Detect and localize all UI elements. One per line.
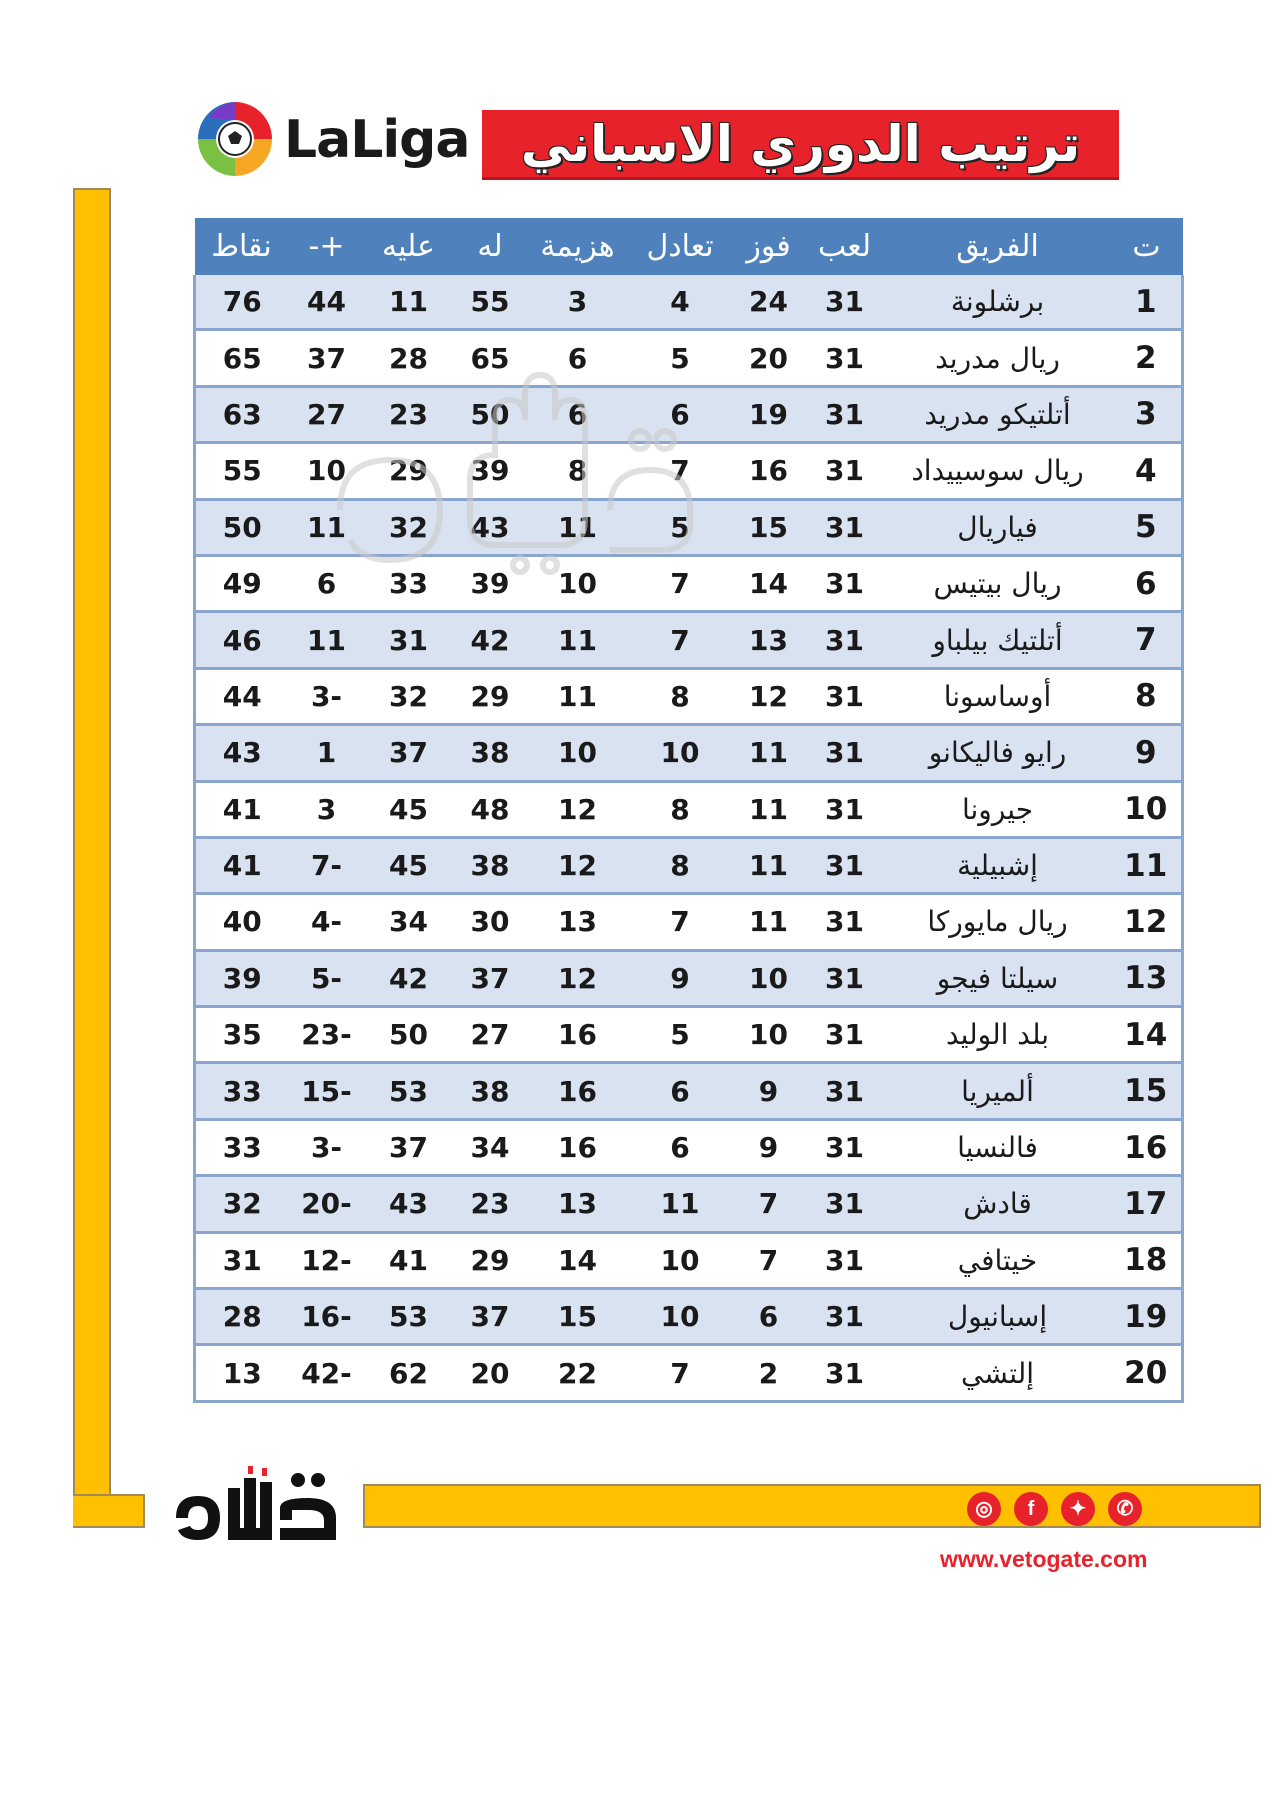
stat-cell: 42 xyxy=(365,950,453,1006)
team-name-cell: إسبانيول xyxy=(885,1289,1111,1345)
stat-cell: 11 xyxy=(528,612,628,668)
stat-cell: 28 xyxy=(195,1289,289,1345)
stat-cell: 4 xyxy=(628,275,733,330)
stat-cell: 7 xyxy=(628,612,733,668)
team-name-cell: فياريال xyxy=(885,499,1111,555)
stat-cell: 30 xyxy=(453,894,528,950)
stat-cell: 31 xyxy=(805,781,885,837)
stat-cell: 11 xyxy=(733,725,805,781)
stat-cell: 5 xyxy=(628,1007,733,1063)
rank-cell: 19 xyxy=(1111,1289,1183,1345)
stat-cell: 22 xyxy=(528,1345,628,1401)
stat-cell: 35 xyxy=(195,1007,289,1063)
stat-cell: 24 xyxy=(733,275,805,330)
stat-cell: 49 xyxy=(195,555,289,611)
stat-cell: 63 xyxy=(195,386,289,442)
rank-cell: 12 xyxy=(1111,894,1183,950)
team-name-cell: أتلتيك بيلباو xyxy=(885,612,1111,668)
rank-cell: 8 xyxy=(1111,668,1183,724)
stat-cell: 38 xyxy=(453,725,528,781)
stat-cell: 76 xyxy=(195,275,289,330)
frame-bottom-left-bar xyxy=(73,1494,145,1528)
stat-cell: 31 xyxy=(805,1232,885,1288)
stat-cell: 37 xyxy=(365,1119,453,1175)
stat-cell: 38 xyxy=(453,837,528,893)
rank-cell: 1 xyxy=(1111,275,1183,330)
stat-cell: 31 xyxy=(805,499,885,555)
team-name-cell: برشلونة xyxy=(885,275,1111,330)
stat-cell: 14 xyxy=(528,1232,628,1288)
stat-cell: 31 xyxy=(805,386,885,442)
stat-cell: 31 xyxy=(805,612,885,668)
stat-cell: 37 xyxy=(289,330,365,386)
table-row xyxy=(195,443,1183,499)
stat-cell: 39 xyxy=(453,443,528,499)
stat-cell: 34 xyxy=(365,894,453,950)
stat-cell: 13 xyxy=(195,1345,289,1401)
stat-cell: 10 xyxy=(628,725,733,781)
stat-cell: 65 xyxy=(195,330,289,386)
stat-cell: 6 xyxy=(628,386,733,442)
team-name-cell: قادش xyxy=(885,1176,1111,1232)
stat-cell: 13 xyxy=(528,1176,628,1232)
rank-cell: 3 xyxy=(1111,386,1183,442)
stat-cell: 27 xyxy=(453,1007,528,1063)
stat-cell: 55 xyxy=(195,443,289,499)
column-header: ت xyxy=(1111,218,1183,275)
stat-cell: 8 xyxy=(528,443,628,499)
stat-cell: 62 xyxy=(365,1345,453,1401)
stat-cell: 19 xyxy=(733,386,805,442)
stat-cell: 12 xyxy=(733,668,805,724)
table-header-row xyxy=(195,218,1183,275)
team-name-cell: جيرونا xyxy=(885,781,1111,837)
stat-cell: 7 xyxy=(733,1176,805,1232)
facebook-icon[interactable]: f xyxy=(1014,1492,1048,1526)
rank-cell: 5 xyxy=(1111,499,1183,555)
table-row xyxy=(195,499,1183,555)
rank-cell: 2 xyxy=(1111,330,1183,386)
stat-cell: 43 xyxy=(453,499,528,555)
table-row xyxy=(195,781,1183,837)
stat-cell: 27 xyxy=(289,386,365,442)
laliga-ball-icon xyxy=(194,98,276,180)
stat-cell: 20 xyxy=(453,1345,528,1401)
stat-cell: 14 xyxy=(733,555,805,611)
team-name-cell: أتلتيكو مدريد xyxy=(885,386,1111,442)
table-row xyxy=(195,555,1183,611)
table-row xyxy=(195,330,1183,386)
stat-cell: 43 xyxy=(195,725,289,781)
stat-cell: 53 xyxy=(365,1063,453,1119)
stat-cell: -3 xyxy=(289,668,365,724)
stat-cell: 7 xyxy=(628,1345,733,1401)
stat-cell: -15 xyxy=(289,1063,365,1119)
column-header: له xyxy=(453,218,528,275)
column-header: عليه xyxy=(365,218,453,275)
stat-cell: 50 xyxy=(195,499,289,555)
stat-cell: 31 xyxy=(805,1176,885,1232)
stat-cell: -42 xyxy=(289,1345,365,1401)
stat-cell: 44 xyxy=(289,275,365,330)
table-row xyxy=(195,1345,1183,1401)
stat-cell: 23 xyxy=(453,1176,528,1232)
stat-cell: 7 xyxy=(628,555,733,611)
stat-cell: 31 xyxy=(805,1345,885,1401)
stat-cell: 32 xyxy=(365,499,453,555)
stat-cell: 50 xyxy=(365,1007,453,1063)
column-header: فوز xyxy=(733,218,805,275)
stat-cell: 5 xyxy=(628,330,733,386)
rank-cell: 13 xyxy=(1111,950,1183,1006)
table-row xyxy=(195,894,1183,950)
frame-left-bar xyxy=(73,188,111,1528)
table-row xyxy=(195,1007,1183,1063)
table-row xyxy=(195,725,1183,781)
stat-cell: 9 xyxy=(733,1119,805,1175)
team-name-cell: إلتشي xyxy=(885,1345,1111,1401)
team-name-cell: ريال مدريد xyxy=(885,330,1111,386)
column-header: هزيمة xyxy=(528,218,628,275)
site-url[interactable]: www.vetogate.com xyxy=(940,1546,1148,1572)
title-banner xyxy=(482,110,1119,180)
stat-cell: -12 xyxy=(289,1232,365,1288)
veto-logo xyxy=(168,1458,348,1558)
stat-cell: -4 xyxy=(289,894,365,950)
team-name-cell: ريال سوسييداد xyxy=(885,443,1111,499)
stat-cell: 11 xyxy=(733,781,805,837)
stat-cell: 50 xyxy=(453,386,528,442)
stat-cell: 7 xyxy=(733,1232,805,1288)
stat-cell: -23 xyxy=(289,1007,365,1063)
stat-cell: 16 xyxy=(528,1063,628,1119)
table-row xyxy=(195,1176,1183,1232)
stat-cell: 55 xyxy=(453,275,528,330)
rank-cell: 10 xyxy=(1111,781,1183,837)
stat-cell: 43 xyxy=(365,1176,453,1232)
stat-cell: -3 xyxy=(289,1119,365,1175)
column-header: الفريق xyxy=(885,218,1111,275)
laliga-wordmark: LaLiga xyxy=(284,110,470,170)
stat-cell: 10 xyxy=(289,443,365,499)
stat-cell: -5 xyxy=(289,950,365,1006)
stat-cell: 10 xyxy=(733,950,805,1006)
team-name-cell: خيتافي xyxy=(885,1232,1111,1288)
stat-cell: 31 xyxy=(805,330,885,386)
stat-cell: 31 xyxy=(805,1119,885,1175)
stat-cell: 42 xyxy=(453,612,528,668)
rank-cell: 4 xyxy=(1111,443,1183,499)
stat-cell: 6 xyxy=(528,330,628,386)
stat-cell: 31 xyxy=(805,1063,885,1119)
column-header: لعب xyxy=(805,218,885,275)
column-header: تعادل xyxy=(628,218,733,275)
stat-cell: 7 xyxy=(628,894,733,950)
stat-cell: 16 xyxy=(733,443,805,499)
rank-cell: 14 xyxy=(1111,1007,1183,1063)
stat-cell: 31 xyxy=(805,1007,885,1063)
stat-cell: 31 xyxy=(805,950,885,1006)
stat-cell: 39 xyxy=(453,555,528,611)
stat-cell: 10 xyxy=(733,1007,805,1063)
stat-cell: 31 xyxy=(805,725,885,781)
rank-cell: 15 xyxy=(1111,1063,1183,1119)
stat-cell: 16 xyxy=(528,1119,628,1175)
stat-cell: 45 xyxy=(365,837,453,893)
team-name-cell: رايو فاليكانو xyxy=(885,725,1111,781)
stat-cell: 33 xyxy=(365,555,453,611)
stat-cell: 9 xyxy=(628,950,733,1006)
table-row xyxy=(195,668,1183,724)
stat-cell: 9 xyxy=(733,1063,805,1119)
team-name-cell: بلد الوليد xyxy=(885,1007,1111,1063)
stat-cell: 33 xyxy=(195,1119,289,1175)
rank-cell: 6 xyxy=(1111,555,1183,611)
stat-cell: 6 xyxy=(628,1063,733,1119)
column-header: نقاط xyxy=(195,218,289,275)
stat-cell: 31 xyxy=(805,443,885,499)
rank-cell: 11 xyxy=(1111,837,1183,893)
stat-cell: 53 xyxy=(365,1289,453,1345)
stat-cell: 11 xyxy=(289,499,365,555)
twitter-icon[interactable]: ✦ xyxy=(1061,1492,1095,1526)
stat-cell: 6 xyxy=(289,555,365,611)
stat-cell: 8 xyxy=(628,837,733,893)
stat-cell: -7 xyxy=(289,837,365,893)
stat-cell: 11 xyxy=(528,668,628,724)
stat-cell: 11 xyxy=(365,275,453,330)
stat-cell: 7 xyxy=(628,443,733,499)
stat-cell: 31 xyxy=(805,837,885,893)
table-row xyxy=(195,1119,1183,1175)
stat-cell: 37 xyxy=(365,725,453,781)
table-row xyxy=(195,1063,1183,1119)
table-row xyxy=(195,1289,1183,1345)
stat-cell: 31 xyxy=(805,555,885,611)
stat-cell: -20 xyxy=(289,1176,365,1232)
stat-cell: 29 xyxy=(453,668,528,724)
stat-cell: 31 xyxy=(365,612,453,668)
stat-cell: 13 xyxy=(733,612,805,668)
page-title: ترتيب الدوري الاسباني xyxy=(520,115,1081,173)
stat-cell: 6 xyxy=(733,1289,805,1345)
stat-cell: 31 xyxy=(805,1289,885,1345)
team-name-cell: إشبيلية xyxy=(885,837,1111,893)
stat-cell: 5 xyxy=(628,499,733,555)
team-name-cell: أوساسونا xyxy=(885,668,1111,724)
stat-cell: 8 xyxy=(628,668,733,724)
stat-cell: 31 xyxy=(195,1232,289,1288)
stat-cell: 20 xyxy=(733,330,805,386)
stat-cell: -16 xyxy=(289,1289,365,1345)
stat-cell: 8 xyxy=(628,781,733,837)
stat-cell: 39 xyxy=(195,950,289,1006)
stat-cell: 37 xyxy=(453,1289,528,1345)
stat-cell: 3 xyxy=(528,275,628,330)
stat-cell: 11 xyxy=(733,894,805,950)
rank-cell: 7 xyxy=(1111,612,1183,668)
table-row xyxy=(195,1232,1183,1288)
stat-cell: 44 xyxy=(195,668,289,724)
rank-cell: 20 xyxy=(1111,1345,1183,1401)
stat-cell: 31 xyxy=(805,668,885,724)
stat-cell: 33 xyxy=(195,1063,289,1119)
stat-cell: 15 xyxy=(733,499,805,555)
stat-cell: 12 xyxy=(528,781,628,837)
team-name-cell: ألميريا xyxy=(885,1063,1111,1119)
table-row xyxy=(195,837,1183,893)
stat-cell: 46 xyxy=(195,612,289,668)
stat-cell: 13 xyxy=(528,894,628,950)
stat-cell: 28 xyxy=(365,330,453,386)
rank-cell: 18 xyxy=(1111,1232,1183,1288)
stat-cell: 16 xyxy=(528,1007,628,1063)
stat-cell: 11 xyxy=(289,612,365,668)
team-name-cell: ريال مايوركا xyxy=(885,894,1111,950)
rank-cell: 16 xyxy=(1111,1119,1183,1175)
stat-cell: 3 xyxy=(289,781,365,837)
stat-cell: 1 xyxy=(289,725,365,781)
stat-cell: 11 xyxy=(628,1176,733,1232)
stat-cell: 29 xyxy=(453,1232,528,1288)
stat-cell: 32 xyxy=(365,668,453,724)
stat-cell: 6 xyxy=(628,1119,733,1175)
stat-cell: 40 xyxy=(195,894,289,950)
stat-cell: 41 xyxy=(365,1232,453,1288)
stat-cell: 12 xyxy=(528,950,628,1006)
table-row xyxy=(195,386,1183,442)
stat-cell: 29 xyxy=(365,443,453,499)
stat-cell: 41 xyxy=(195,837,289,893)
stat-cell: 65 xyxy=(453,330,528,386)
stat-cell: 11 xyxy=(528,499,628,555)
team-name-cell: ريال بيتيس xyxy=(885,555,1111,611)
stat-cell: 2 xyxy=(733,1345,805,1401)
stat-cell: 31 xyxy=(805,894,885,950)
rank-cell: 9 xyxy=(1111,725,1183,781)
stat-cell: 10 xyxy=(528,555,628,611)
stat-cell: 48 xyxy=(453,781,528,837)
table-row xyxy=(195,612,1183,668)
table-row xyxy=(195,275,1183,330)
whatsapp-icon[interactable]: ✆ xyxy=(1108,1492,1142,1526)
stat-cell: 12 xyxy=(528,837,628,893)
instagram-icon[interactable]: ◎ xyxy=(967,1492,1001,1526)
team-name-cell: سيلتا فيجو xyxy=(885,950,1111,1006)
stat-cell: 10 xyxy=(628,1289,733,1345)
stat-cell: 6 xyxy=(528,386,628,442)
stat-cell: 45 xyxy=(365,781,453,837)
stat-cell: 34 xyxy=(453,1119,528,1175)
stat-cell: 32 xyxy=(195,1176,289,1232)
column-header: +- xyxy=(289,218,365,275)
stat-cell: 38 xyxy=(453,1063,528,1119)
stat-cell: 15 xyxy=(528,1289,628,1345)
stat-cell: 10 xyxy=(528,725,628,781)
table-row xyxy=(195,950,1183,1006)
team-name-cell: فالنسيا xyxy=(885,1119,1111,1175)
stat-cell: 11 xyxy=(733,837,805,893)
stat-cell: 41 xyxy=(195,781,289,837)
stat-cell: 31 xyxy=(805,275,885,330)
standings-table xyxy=(193,218,1184,1403)
rank-cell: 17 xyxy=(1111,1176,1183,1232)
stat-cell: 10 xyxy=(628,1232,733,1288)
stat-cell: 37 xyxy=(453,950,528,1006)
stat-cell: 23 xyxy=(365,386,453,442)
